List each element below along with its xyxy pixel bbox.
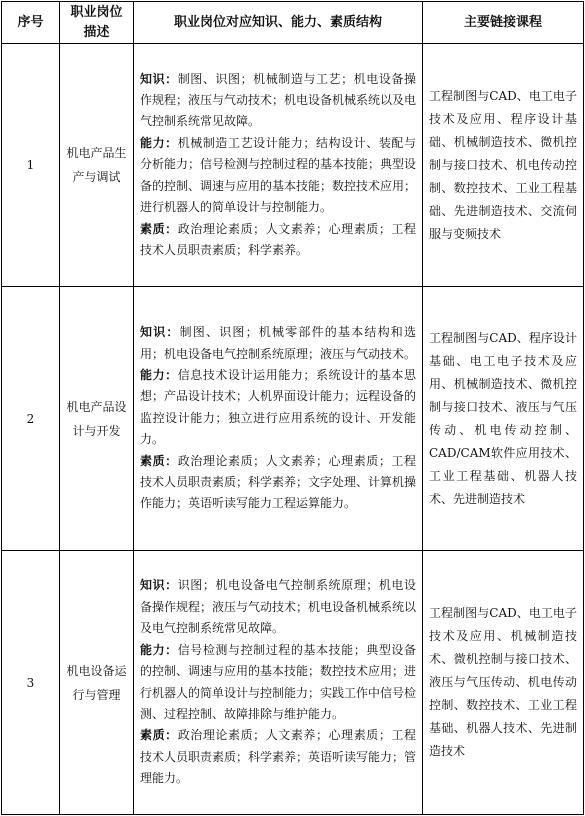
ability-paragraph xyxy=(140,133,416,219)
structure-cell xyxy=(134,44,423,287)
job-description: 机电设备运行与管理 xyxy=(60,551,134,815)
quality-label: 素质： xyxy=(140,221,178,236)
header-job: 职业岗位描述 xyxy=(60,2,134,44)
structure-cell xyxy=(134,551,423,815)
courses-cell: 工程制图与CAD、程序设计基础、电工电子技术及应用、机械制造技术、微机控制与接口技术、液压与气压传动、机电传动控制、CAD/CAM软件应用技术、工业工程基础、机器人技术、先进制造技术 xyxy=(423,287,584,551)
job-description: 机电产品设计与开发 xyxy=(60,287,134,551)
knowledge-label: 知识： xyxy=(140,578,178,593)
row-number: 3 xyxy=(2,551,60,815)
header-courses: 主要链接课程 xyxy=(423,2,584,44)
ability-paragraph xyxy=(140,640,416,726)
row-number: 2 xyxy=(2,287,60,551)
quality-text: 政治理论素质；人文素养；心理素质；工程技术人员职责素质；科学素养；文字处理、计算机操作能力；英语听读写能力工程运算能力。 xyxy=(140,453,417,511)
knowledge-text: 识图；机电设备电气控制系统原理；机电设备操作规程；液压与气动技术；机电设备机械系统以及电气控制系统常见故障。 xyxy=(140,578,417,636)
curriculum-table xyxy=(1,1,584,815)
knowledge-label: 知识： xyxy=(140,325,180,340)
quality-text: 政治理论素质；人文素养；心理素质；工程技术人员职责素质；科学素养；英语听读写能力；管理能力。 xyxy=(140,728,417,786)
knowledge-label: 知识： xyxy=(140,71,178,86)
header-row xyxy=(2,2,584,44)
knowledge-text: 制图、识图；机械制造与工艺；机电设备操作规程；液压与气动技术；机电设备机械系统以及电气控制系统常见故障。 xyxy=(140,71,417,129)
knowledge-paragraph xyxy=(140,322,416,365)
quality-paragraph xyxy=(140,725,416,789)
ability-label: 能力： xyxy=(140,367,178,382)
header-no: 序号 xyxy=(2,2,60,44)
knowledge-text: 制图、识图；机械零部件的基本结构和选用；机电设备电气控制系统原理；液压与气动技术。 xyxy=(140,325,417,361)
knowledge-paragraph xyxy=(140,575,416,639)
table-row xyxy=(2,551,584,815)
header-structure: 职业岗位对应知识、能力、素质结构 xyxy=(134,2,423,44)
courses-cell: 工程制图与CAD、电工电子技术及应用、程序设计基础、机械制造技术、微机控制与接口技术、机电传动控制、数控技术、工业工程基础、先进制造技术、交流伺服与变频技术 xyxy=(423,44,584,287)
row-number: 1 xyxy=(2,44,60,287)
courses-cell: 工程制图与CAD、电工电子技术及应用、机械制造技术、微机控制与接口技术、液压与气压传动、机电传动控制、数控技术、工业工程基础、机器人技术、先进制造技术 xyxy=(423,551,584,815)
quality-label: 素质： xyxy=(140,453,178,468)
ability-paragraph xyxy=(140,365,416,451)
quality-text: 政治理论素质；人文素养；心理素质；工程技术人员职责素质；科学素养。 xyxy=(140,221,416,257)
ability-text: 机械制造工艺设计能力；结构设计、装配与分析能力；信号检测与控制过程的基本技能；典型设备的控制、调速与应用的基本技能；数控技术应用；进行机器人的简单设计与控制能力。 xyxy=(140,135,417,215)
quality-label: 素质： xyxy=(140,728,178,743)
knowledge-paragraph xyxy=(140,69,416,133)
table-row xyxy=(2,287,584,551)
job-description: 机电产品生产与调试 xyxy=(60,44,134,287)
ability-text: 信号检测与控制过程的基本技能；典型设备的控制、调速与应用的基本技能；数控技术应用；进行机器人的简单设计与控制能力；实践工作中信号检测、过程控制、故障排除与维护能力。 xyxy=(140,642,417,721)
structure-cell xyxy=(134,287,423,551)
quality-paragraph xyxy=(140,219,416,262)
ability-text: 信息技术设计运用能力；系统设计的基本思想；产品设计技术；人机界面设计能力；远程设备的监控设计能力；独立进行应用系统的设计、开发能力。 xyxy=(140,367,417,447)
ability-label: 能力： xyxy=(140,642,178,657)
table-row xyxy=(2,44,584,287)
ability-label: 能力： xyxy=(140,135,178,150)
quality-paragraph xyxy=(140,451,416,515)
